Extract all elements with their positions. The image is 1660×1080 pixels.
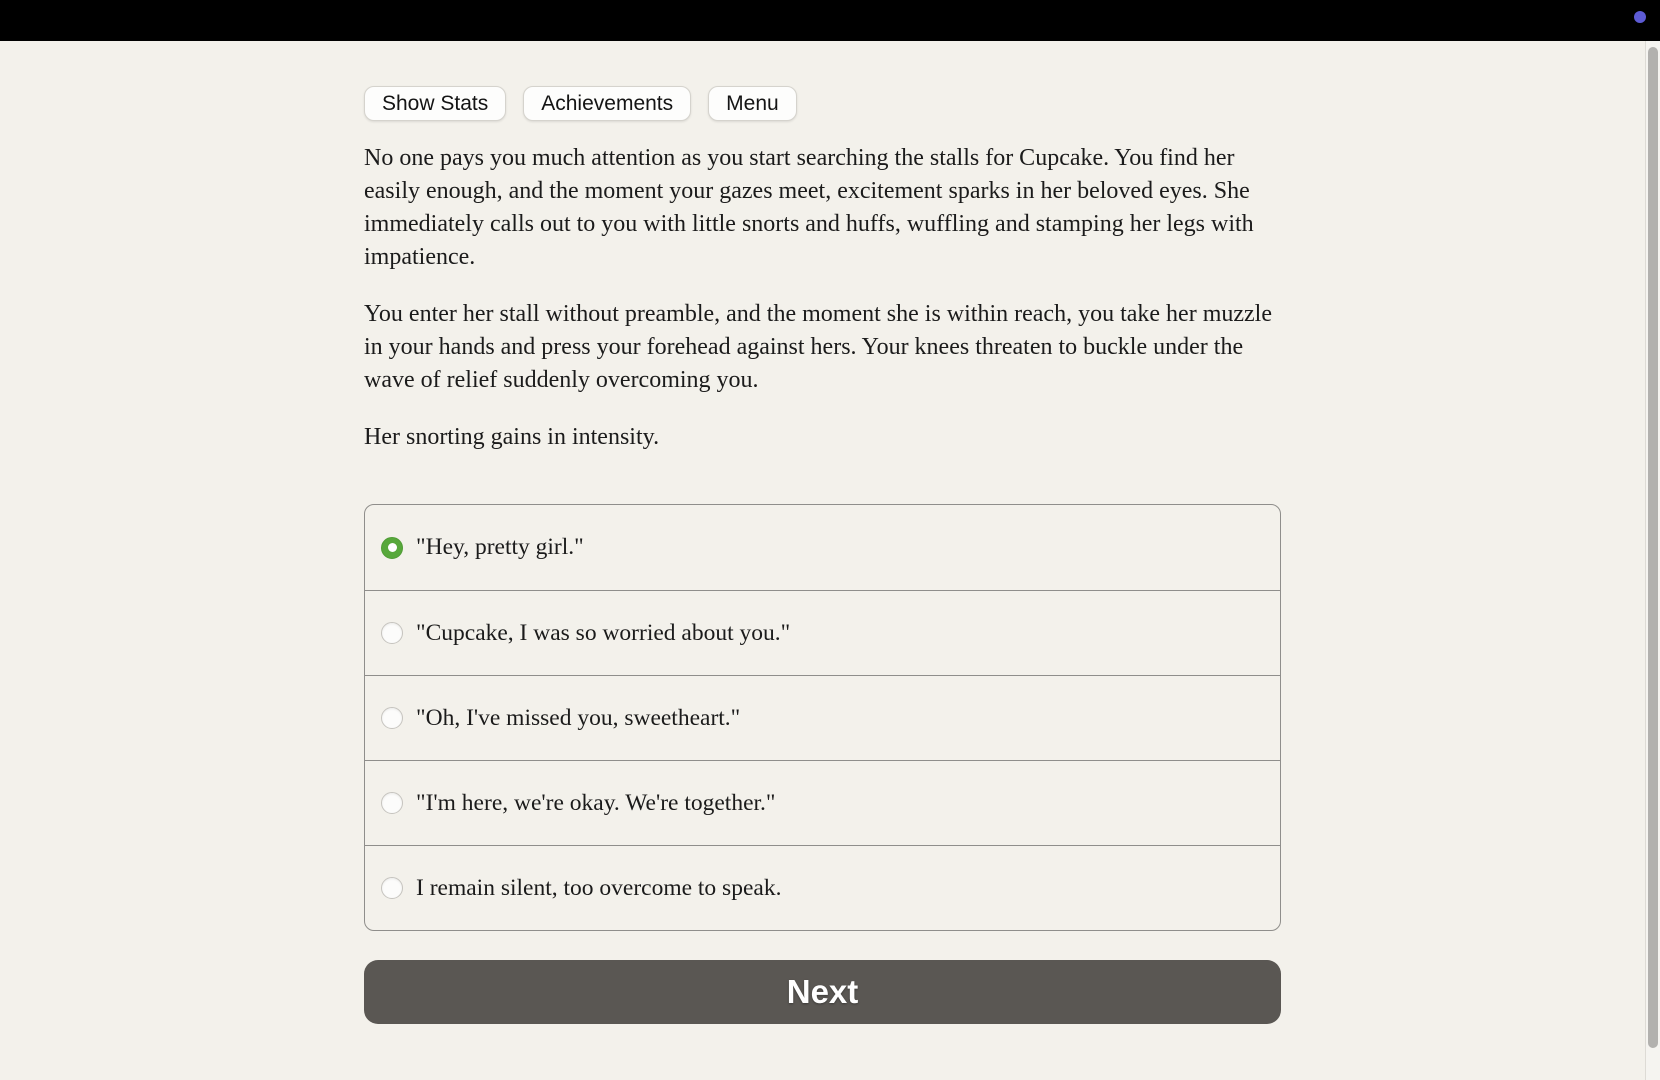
radio-button[interactable] [381,707,403,729]
choice-label: I remain silent, too overcome to speak. [416,874,782,901]
choice-label: "Oh, I've missed you, sweetheart." [416,704,741,731]
radio-button[interactable] [381,792,403,814]
choice-label: "Hey, pretty girl." [416,534,584,561]
story-page [0,41,1645,1080]
choice-label: "I'm here, we're okay. We're together." [416,789,776,816]
scrollbar[interactable] [1645,41,1660,1080]
radio-button[interactable] [381,877,403,899]
story-paragraph: No one pays you much attention as you start searching the stalls for Cupcake. You find her easily enough, and the moment your gazes meet, excitement sparks in her beloved eyes. She immediately calls out to you with little snorts and huffs, wuffling and stamping her legs with impatience. [364,145,1254,271]
scrollbar-thumb[interactable] [1648,47,1658,1048]
choice-list [364,504,1281,931]
choice-option[interactable] [365,845,1280,930]
story-paragraph: Her snorting gains in intensity. [364,424,660,451]
choice-option[interactable] [365,590,1280,675]
achievements-button[interactable]: Achievements [523,86,691,121]
content-column [364,86,1281,1024]
choice-option[interactable] [365,675,1280,760]
menu-button[interactable]: Menu [708,86,797,121]
radio-button[interactable] [381,622,403,644]
status-dot-icon [1634,11,1646,23]
show-stats-button[interactable]: Show Stats [364,86,506,121]
next-button[interactable]: Next [364,960,1281,1024]
story-text [364,142,1281,454]
story-paragraph: You enter her stall without preamble, and the moment she is within reach, you take her muzzle in your hands and press your forehead against hers. Your knees threaten to buckle under the wave of relief suddenly overcoming you. [364,301,1272,394]
radio-button[interactable] [381,537,403,559]
title-bar [0,0,1660,41]
toolbar [364,86,1281,121]
choice-label: "Cupcake, I was so worried about you." [416,619,791,646]
choice-option[interactable] [365,505,1280,590]
choice-option[interactable] [365,760,1280,845]
